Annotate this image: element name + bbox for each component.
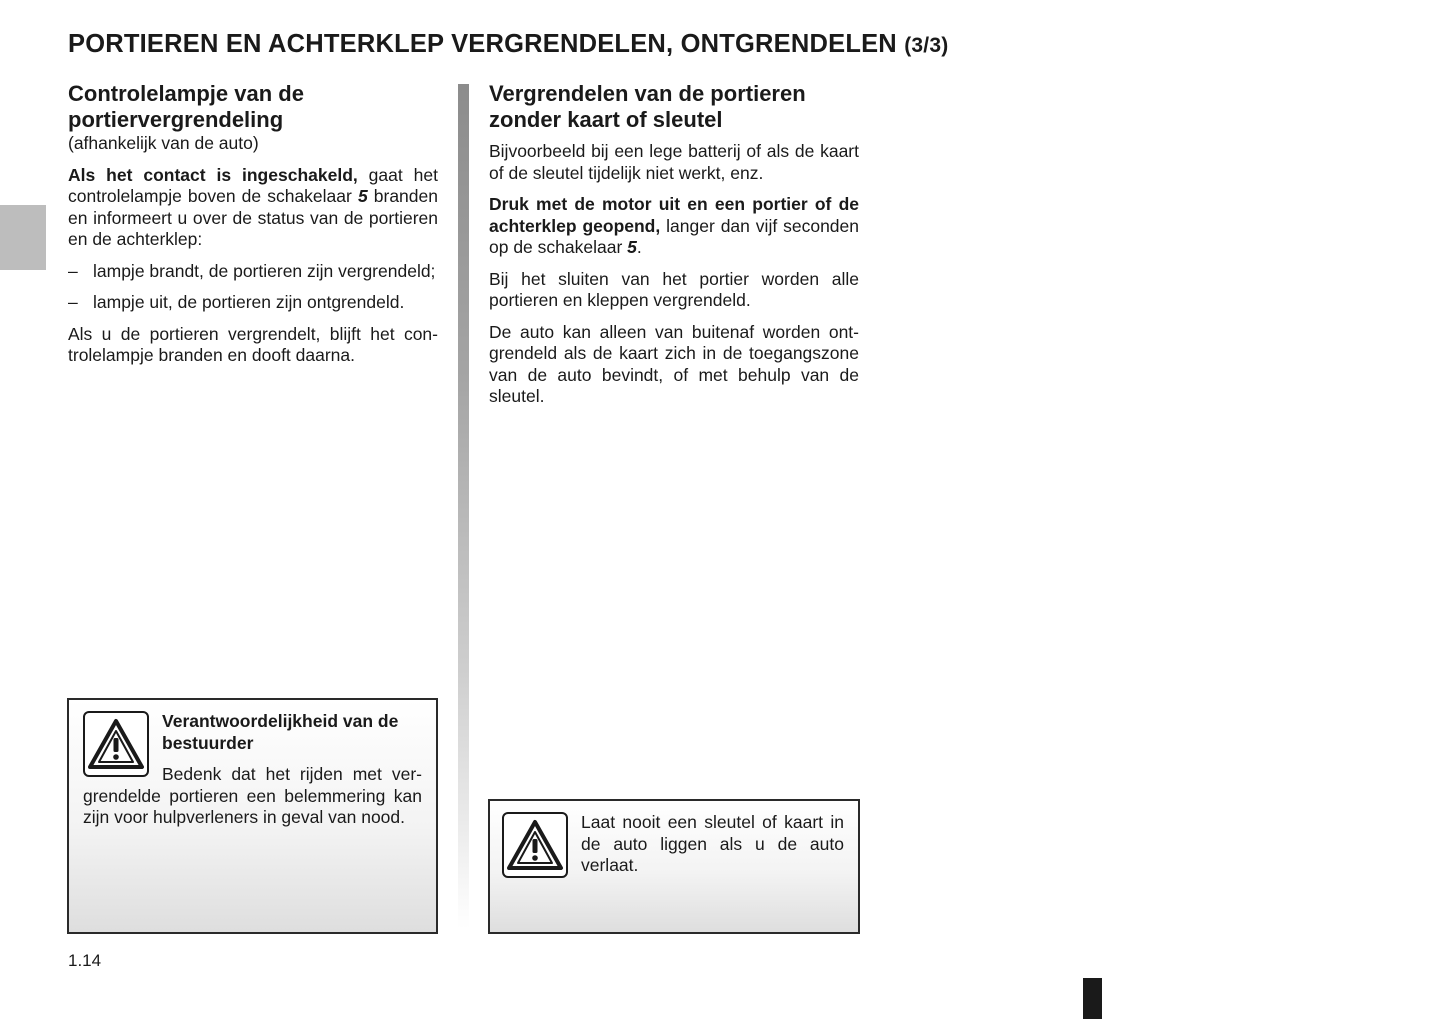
section-heading-indicator-lamp (68, 81, 438, 133)
instruction-paragraph (489, 194, 859, 259)
list-item-text: lampje brandt, de portieren zijn vergrendeld; (93, 260, 436, 281)
heading-line-1: Controlelampje van de (68, 81, 304, 106)
chapter-marker-bar (1083, 978, 1102, 1019)
switch-reference: 5 (357, 186, 368, 206)
heading-line-2: portiervergrendeling (68, 107, 284, 132)
paragraph-text: gaat het controlelampje boven de schakelaar (68, 164, 438, 206)
bold-lead: Als het contact is ingeschakeld, (68, 164, 358, 185)
list-item-text: lampje uit, de portieren zijn ontgrendeld. (93, 292, 405, 312)
warning-title: Verantwoordelijkheid van de bestuurder (162, 711, 399, 753)
section-tab-marker (0, 205, 46, 270)
bold-lead: Druk met de motor uit en een portier of de achterklep geopend, (489, 194, 859, 236)
lock-paragraph: Als u de portieren vergrendelt, blijft het controlelampje branden en dooft daarna. (68, 323, 438, 365)
warning-box-key-left-in-car (488, 799, 860, 934)
warning-triangle-icon (502, 812, 568, 878)
section-subheading: (afhankelijk van de auto) (68, 133, 259, 153)
page-indicator: (3/3) (904, 34, 949, 57)
switch-reference: 5 (627, 237, 637, 257)
status-list (68, 261, 438, 314)
indicator-paragraph (68, 165, 438, 251)
heading-line-1: Vergrendelen van de portieren (489, 81, 806, 106)
example-paragraph: Bijvoorbeeld bij een lege batterij of als de kaart of de sleutel tijdelijk niet werkt, enz. (489, 141, 859, 183)
paragraph-text: langer dan vijf seconden op de schakelaar (489, 215, 859, 257)
warning-box-driver-responsibility (67, 698, 438, 934)
list-item: – lampje uit, de portieren zijn ontgrendeld. (68, 292, 405, 312)
page-number: 1.14 (68, 951, 102, 970)
paragraph-text: branden en informeert u over de status van de portieren en de achterklep: (68, 186, 438, 249)
heading-line-2: zonder kaart of sleutel (489, 107, 723, 132)
section-heading-lock-without-key (489, 81, 859, 133)
right-column (489, 81, 859, 418)
page-title-text: PORTIEREN EN ACHTERKLEP VERGRENDELEN, ONTGRENDELEN (68, 30, 897, 58)
warning-text: Laat nooit een sleutel of kaart in de auto liggen als u de auto verlaat. (581, 812, 844, 875)
column-divider (458, 84, 469, 929)
closing-paragraph: Bij het sluiten van het portier worden alle portieren en kleppen vergrendeld. (489, 268, 859, 310)
page-title (68, 30, 948, 59)
warning-triangle-icon (83, 711, 149, 777)
list-item: – lampje brandt, de portieren zijn vergrendeld; (68, 260, 436, 281)
left-column (68, 81, 438, 377)
paragraph-text: . (636, 237, 642, 257)
warning-text: Bedenk dat het rijden met vergrendelde portieren een belemmering kan zijn voor hulpverleners in geval van nood. (83, 764, 422, 827)
unlock-paragraph: De auto kan alleen van buitenaf worden ontgrendeld als de kaart zich in de toegangszone van de auto bevindt, of met behulp van de sleutel. (489, 321, 859, 406)
